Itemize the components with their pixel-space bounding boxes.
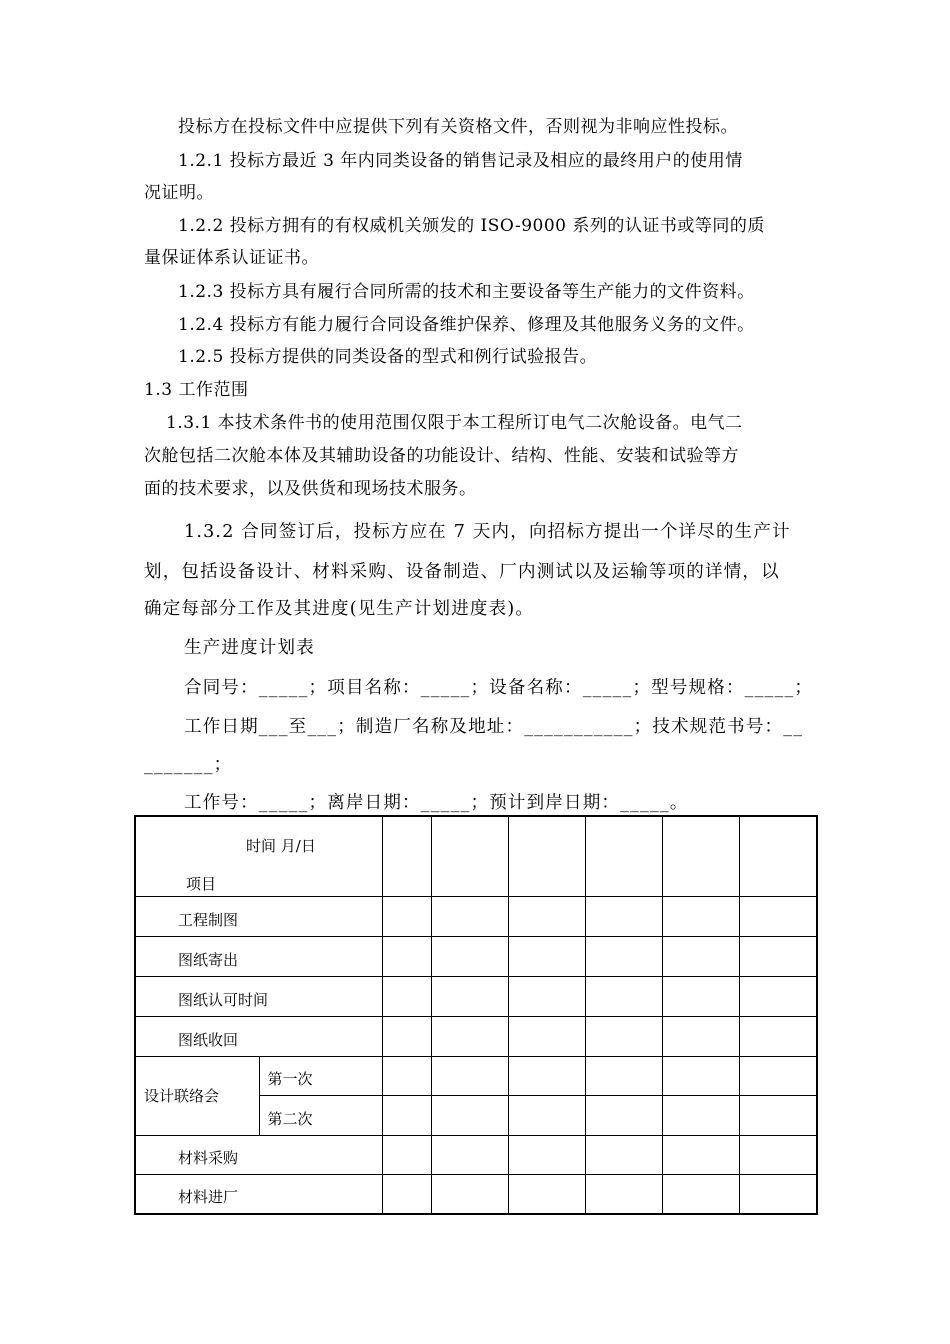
table-cell[interactable] [431,936,508,976]
table-header-row [135,816,817,896]
table-cell[interactable] [585,896,662,936]
table-cell[interactable] [585,1135,662,1174]
form-line-jobno: 工作号：_____；离岸日期：_____；预计到岸日期：_____。 [184,793,689,813]
item-1-3-2-cont1: 划，包括设备设计、材料采购、设备制造、厂内测试以及运输等项的详情，以 [144,562,780,582]
table-cell[interactable] [585,1174,662,1214]
table-cell[interactable] [739,1095,817,1135]
form-line-workdate: 工作日期___至___；制造厂名称及地址：___________；技术规范书号：__ [184,717,804,737]
sub-row-label: 第一次 [259,1056,382,1095]
table-cell[interactable] [508,936,585,976]
production-schedule-table [134,815,818,1215]
form-line-workdate-cont: _______； [144,755,233,775]
table-row [135,976,817,1016]
table-row [135,1016,817,1056]
table-cell[interactable] [382,896,431,936]
table-cell[interactable] [662,1095,739,1135]
table-cell[interactable] [662,1135,739,1174]
table-cell[interactable] [739,936,817,976]
table-cell[interactable] [431,1016,508,1056]
table-row [135,936,817,976]
table-cell[interactable] [431,1095,508,1135]
table-cell[interactable] [662,976,739,1016]
table-cell[interactable] [662,1174,739,1214]
table-cell[interactable] [662,936,739,976]
table-cell[interactable] [585,1095,662,1135]
table-cell[interactable] [431,1135,508,1174]
table-cell[interactable] [739,1016,817,1056]
table-cell[interactable] [585,1016,662,1056]
item-1-2-1: 1.2.1 投标方最近 3 年内同类设备的销售记录及相应的最终用户的使用情 [178,151,743,171]
table-cell[interactable] [585,976,662,1016]
date-cell[interactable] [739,816,817,896]
header-item-label: 项目 [186,875,217,893]
item-1-2-5: 1.2.5 投标方提供的同类设备的型式和例行试验报告。 [178,347,598,367]
header-time-label: 时间 月/日 [246,837,316,855]
table-cell[interactable] [739,976,817,1016]
row-label: 图纸寄出 [135,936,382,976]
table-cell[interactable] [508,1056,585,1095]
table-cell[interactable] [739,1174,817,1214]
table-cell[interactable] [508,1174,585,1214]
table-cell[interactable] [508,1135,585,1174]
table-cell[interactable] [662,896,739,936]
row-label: 工程制图 [135,896,382,936]
intro-paragraph: 投标方在投标文件中应提供下列有关资格文件，否则视为非响应性投标。 [178,117,738,137]
row-label: 材料进厂 [135,1174,382,1214]
table-row [135,1174,817,1214]
date-cell[interactable] [585,816,662,896]
table-cell[interactable] [382,976,431,1016]
item-1-2-4: 1.2.4 投标方有能力履行合同设备维护保养、修理及其他服务义务的文件。 [178,315,755,335]
date-cell[interactable] [662,816,739,896]
item-1-3-1-cont1: 次舱包括二次舱本体及其辅助设备的功能设计、结构、性能、安装和试验等方 [144,446,739,466]
date-cell[interactable] [382,816,431,896]
table-cell[interactable] [662,1016,739,1056]
sub-row-label: 第二次 [259,1095,382,1135]
item-1-2-3: 1.2.3 投标方具有履行合同所需的技术和主要设备等生产能力的文件资料。 [178,282,755,302]
form-line-contract: 合同号：_____；项目名称：_____；设备名称：_____；型号规格：_____； [184,678,814,698]
table-cell[interactable] [382,1056,431,1095]
table-cell[interactable] [431,1056,508,1095]
table-cell[interactable] [508,1016,585,1056]
table-cell[interactable] [739,1056,817,1095]
row-label: 图纸认可时间 [135,976,382,1016]
row-label: 材料采购 [135,1135,382,1174]
item-1-3-1: 1.3.1 本技术条件书的使用范围仅限于本工程所订电气二次舱设备。电气二 [166,413,743,433]
item-1-3-1-cont2: 面的技术要求，以及供货和现场技术服务。 [144,479,477,499]
group-label-design-meeting: 设计联络会 [135,1056,259,1135]
table-cell[interactable] [508,976,585,1016]
item-1-2-1-cont: 况证明。 [144,183,214,203]
header-corner-cell [135,816,382,896]
row-label: 图纸收回 [135,1016,382,1056]
table-cell[interactable] [508,896,585,936]
schedule-table-title: 生产进度计划表 [184,638,315,658]
table-cell[interactable] [508,1095,585,1135]
item-1-3-2: 1.3.2 合同签订后，投标方应在 7 天内，向招标方提出一个详尽的生产计 [184,522,791,542]
table-cell[interactable] [585,936,662,976]
table-cell[interactable] [739,1135,817,1174]
table-row [135,1135,817,1174]
date-cell[interactable] [508,816,585,896]
section-heading-1-3: 1.3 工作范围 [144,380,249,400]
table-cell[interactable] [382,1135,431,1174]
item-1-3-2-cont2: 确定每部分工作及其进度(见生产计划进度表)。 [144,599,535,619]
table-cell[interactable] [739,896,817,936]
table-cell[interactable] [662,1056,739,1095]
table-cell[interactable] [431,976,508,1016]
table-cell[interactable] [431,1174,508,1214]
table-cell[interactable] [382,936,431,976]
table-cell[interactable] [382,1174,431,1214]
item-1-2-2: 1.2.2 投标方拥有的有权威机关颁发的 ISO-9000 系列的认证书或等同的质 [178,216,765,236]
item-1-2-2-cont: 量保证体系认证证书。 [144,248,319,268]
table-row [135,1056,817,1095]
table-row [135,896,817,936]
table-cell[interactable] [382,1095,431,1135]
table-cell[interactable] [431,896,508,936]
table-cell[interactable] [382,1016,431,1056]
table-cell[interactable] [585,1056,662,1095]
date-cell[interactable] [431,816,508,896]
